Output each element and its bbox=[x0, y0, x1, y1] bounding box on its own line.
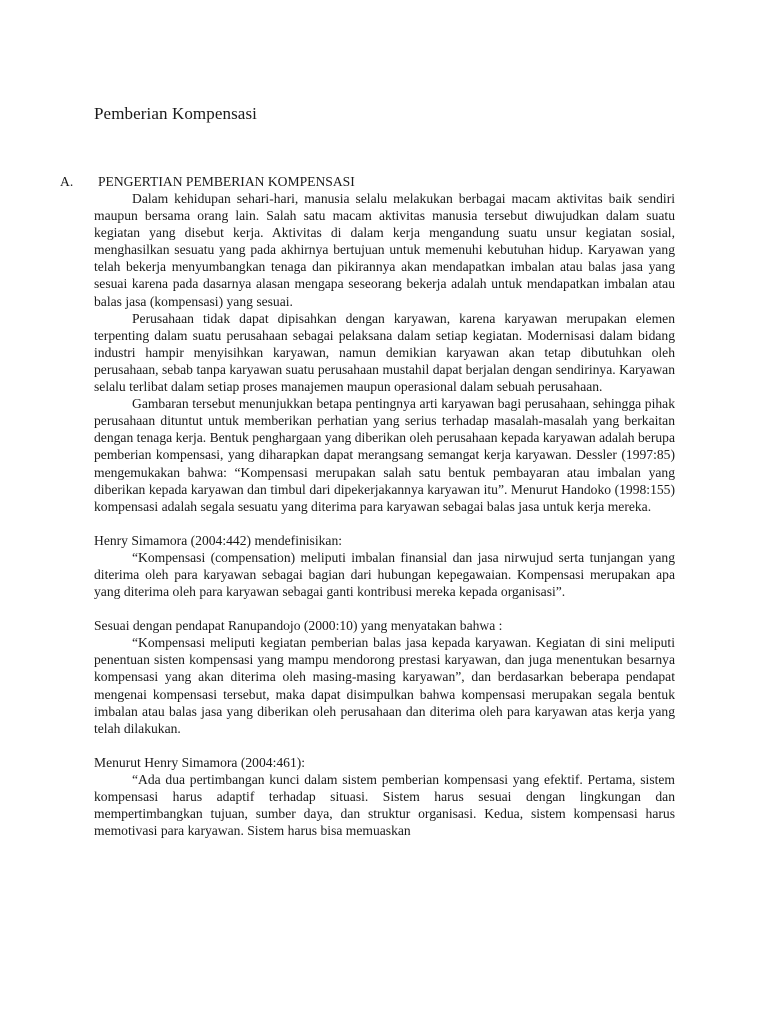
citation-quote-simamora-461: “Ada dua pertimbangan kunci dalam sistem pemberian kompensasi yang efektif. Pertama, sistem kompensasi harus adaptif terhadap situasi. Sistem harus sesuai dengan lingkungan dan mempertimbangkan tujuan, sumber daya, dan struktur organisasi. Kedua, sistem kompensasi harus memotivasi para karyawan. Sistem harus bisa memuaskan bbox=[94, 771, 675, 839]
citation-lead-simamora-442: Henry Simamora (2004:442) mendefinisikan: bbox=[94, 532, 343, 548]
paragraph-1: Dalam kehidupan sehari-hari, manusia selalu melakukan berbagai macam aktivitas baik sendiri maupun bersama orang lain. Salah satu macam aktivitas manusia tersebut diwujudkan dalam suatu kegiatan yang disebut kerja. Aktivitas di dalam kerja mengandung suatu unsur kegiatan sosial, menghasilkan sesuatu yang pada akhirnya bertujuan untuk memenuhi kebutuhan hidup. Karyawan yang telah bekerja menyumbangkan tenaga dan pikirannya akan mendapatkan imbalan atau balas jasa yang sesuai karena pada dasarnya alasan mengapa seseorang bekerja adalah untuk mendapatkan imbalan atau balas jasa (kompensasi) yang sesuai. bbox=[94, 191, 675, 309]
section-heading bbox=[60, 174, 700, 190]
section-heading-text: PENGERTIAN PEMBERIAN KOMPENSASI bbox=[98, 174, 355, 189]
paragraph-2: Perusahaan tidak dapat dipisahkan dengan karyawan, karena karyawan merupakan elemen terpenting dalam suatu perusahaan sebagai pelaksana dalam setiap kegiatan. Modernisasi dalam bidang industri hampir menyisihkan karyawan, namun demikian karyawan akan tetap dibutuhkan oleh perusahaan, sebab tanpa karyawan suatu perusahaan mustahil dapat berjalan dengan sendirinya. Karyawan selalu terlibat dalam setiap proses manajemen maupun operasional dalam sebuah perusahaan. bbox=[94, 310, 675, 395]
paragraph-3: Gambaran tersebut menunjukkan betapa pentingnya arti karyawan bagi perusahaan, sehingga pihak perusahaan dituntut untuk memberikan perhatian yang serius terhadap masalah-masalah yang berkaitan dengan tenaga kerja. Bentuk penghargaan yang diberikan oleh perusahaan kepada karyawan adalah berupa pemberian kompensasi, yang diharapkan dapat merangsang semangat kerja karyawan. Dessler (1997:85) mengemukakan bahwa: “Kompensasi merupakan salah satu bentuk pembayaran atau imbalan yang diberikan kepada karyawan dan timbul dari dipekerjakannya karyawan itu”. Menurut Handoko (1998:155) kompensasi adalah segala sesuatu yang diterima para karyawan sebagai balas jasa untuk kerja mereka. bbox=[94, 396, 675, 514]
citation-quote-simamora-442: “Kompensasi (compensation) meliputi imbalan finansial dan jasa nirwujud serta tunjangan yang diterima oleh para karyawan sebagai bagian dari hubungan kepegawaian. Kompensasi merupakan apa yang diterima oleh para karyawan sebagai ganti kontribusi mereka kepada organisasi”. bbox=[94, 549, 675, 600]
citation-lead-ranupandojo: Sesuai dengan pendapat Ranupandojo (2000:10) yang menyatakan bahwa : bbox=[94, 618, 503, 634]
citation-lead-simamora-461: Menurut Henry Simamora (2004:461): bbox=[94, 754, 306, 770]
section-number: A. bbox=[60, 174, 74, 189]
document-body bbox=[94, 190, 675, 839]
citation-quote-ranupandojo: “Kompensasi meliputi kegiatan pemberian balas jasa kepada karyawan. Kegiatan di sini meliputi penentuan sisten kompensasi yang mampu mendorong prestasi karyawan, dan juga menentukan besarnya kompensasi yang akan diterima oleh masing-masing karyawan”, dan berdasarkan beberapa pendapat mengenai kompensasi tersebut, maka dapat disimpulkan bahwa kompensasi merupakan segala bentuk imbalan atau balas jasa yang diberikan oleh perusahaan dan diterima oleh para karyawan atas kerja yang telah dilakukan. bbox=[94, 635, 675, 736]
document-title: Pemberian Kompensasi bbox=[94, 104, 257, 123]
